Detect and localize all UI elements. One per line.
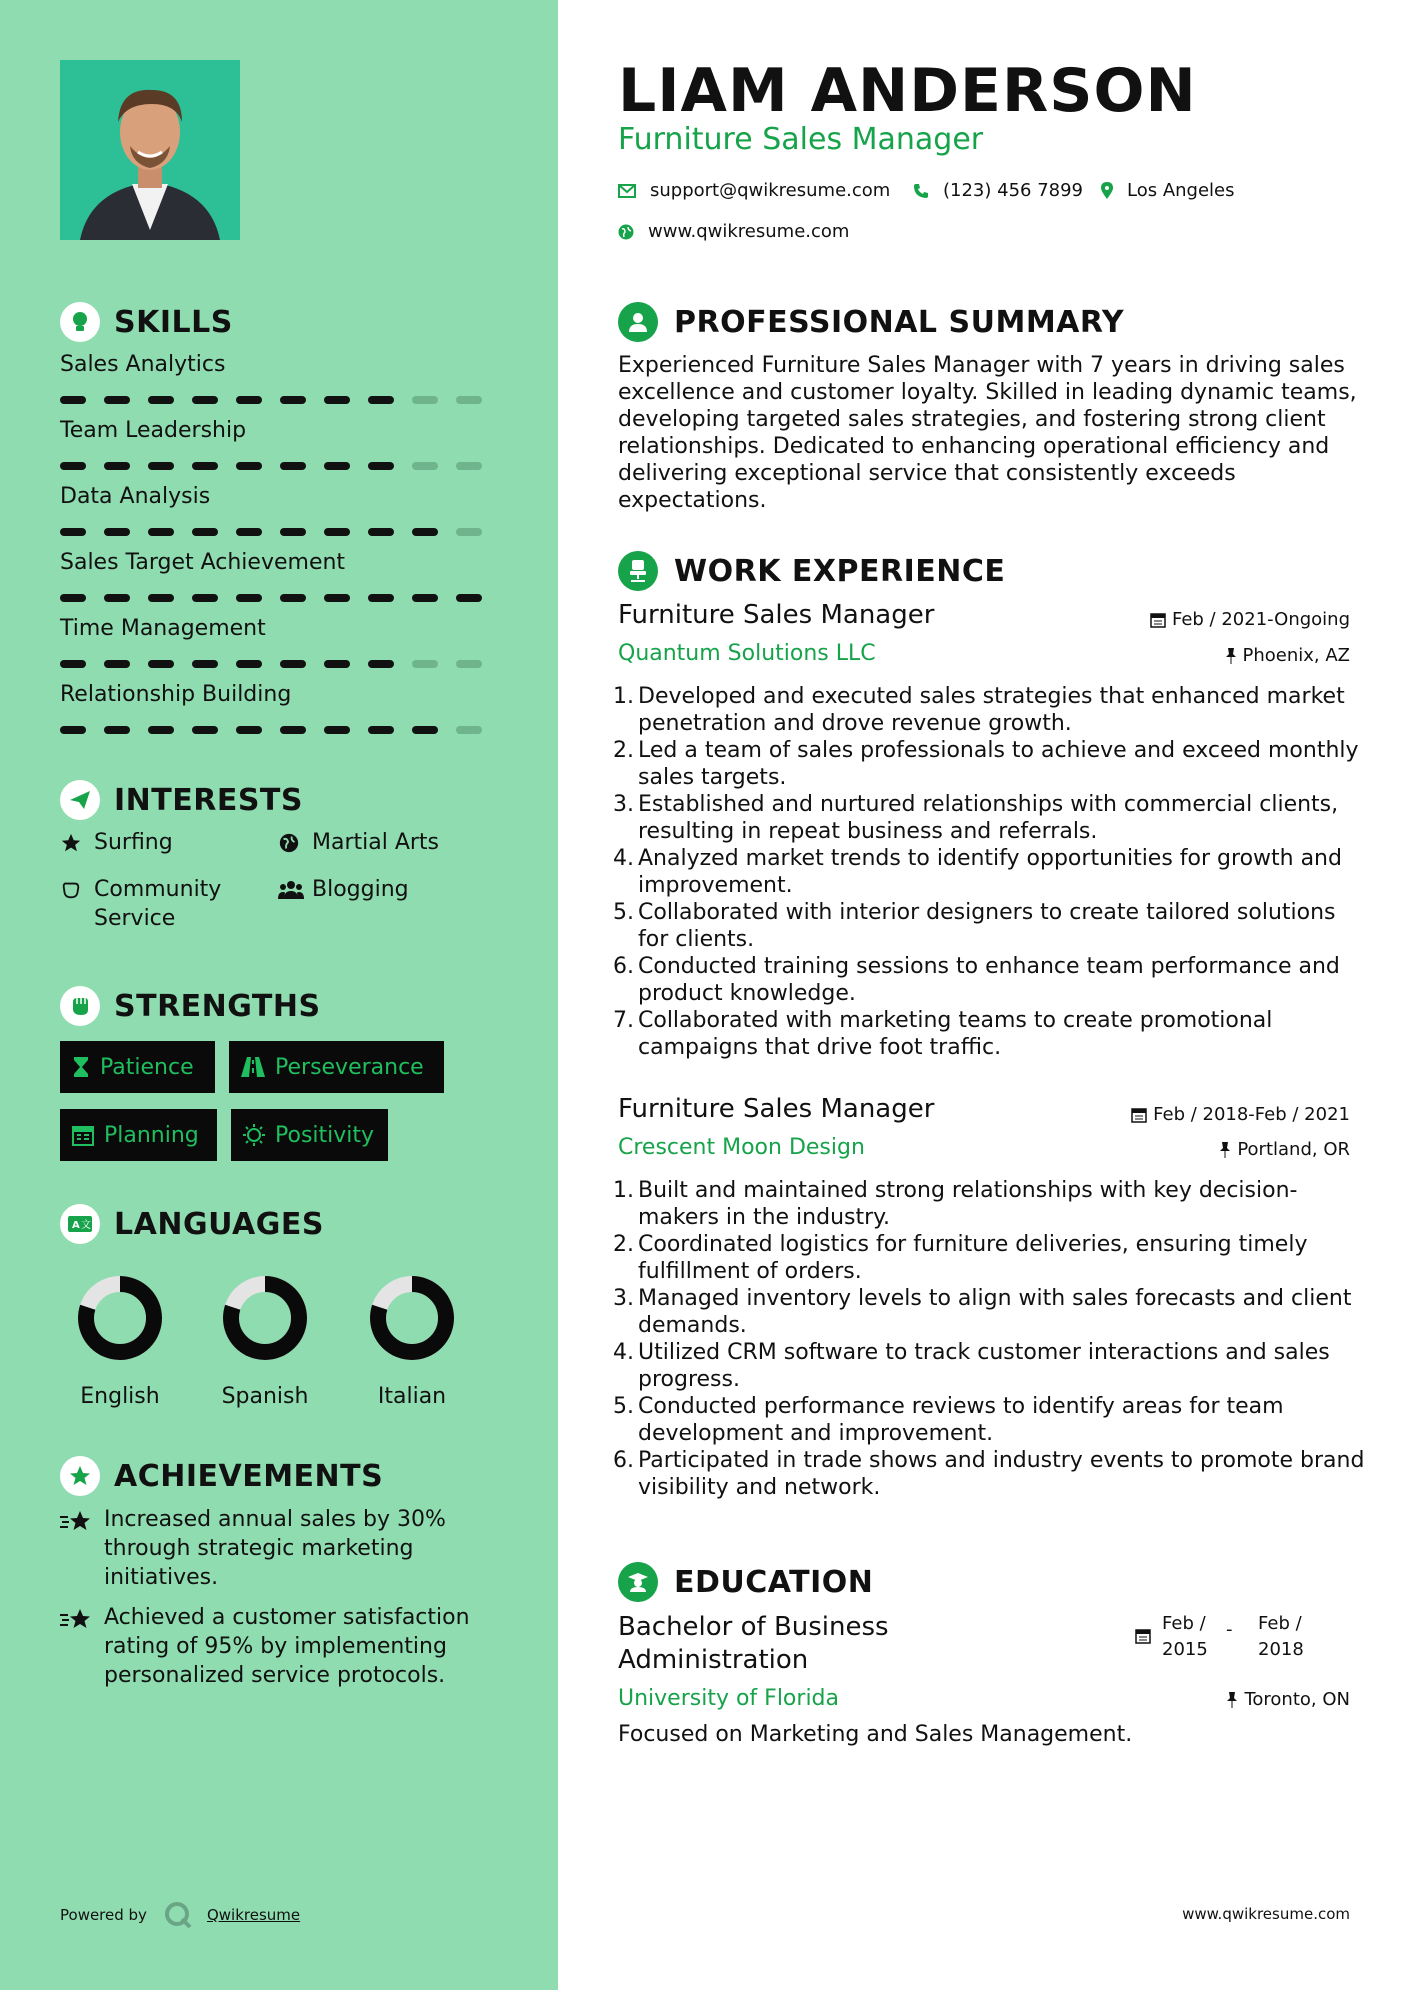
phone-icon [913, 183, 929, 199]
bullet-number: 4. [613, 846, 634, 871]
skill-level-dot [60, 462, 86, 470]
skill-level-dot [368, 396, 394, 404]
strength-tag: Positivity [231, 1109, 388, 1161]
job-title: Furniture Sales Manager [618, 600, 935, 630]
job-bullet [610, 1393, 1370, 1447]
job-bullet [610, 899, 1370, 953]
skill-level-dot [324, 396, 350, 404]
bullet-text: Established and nurtured relationships with commercial clients, resulting in repeat business and referrals. [638, 792, 1339, 844]
job-location: Portland, OR [1219, 1139, 1350, 1160]
skill-level-meter [60, 396, 500, 404]
language-item: Spanish [200, 1268, 330, 1409]
interests-heading: INTERESTS [60, 780, 303, 820]
interest-item: Blogging [278, 875, 409, 904]
education-location: Toronto, ON [1226, 1689, 1350, 1710]
footer-website[interactable]: www.qwikresume.com [1182, 1905, 1350, 1923]
sun-icon [243, 1124, 265, 1146]
bullet-text: Collaborated with interior designers to create tailored solutions for clients. [638, 900, 1336, 952]
skill-level-dot [280, 528, 306, 536]
svg-text:文: 文 [81, 1220, 91, 1231]
job-bullet [610, 1177, 1370, 1231]
school-name: University of Florida [618, 1686, 839, 1711]
skill-level-dot [456, 726, 482, 734]
powered-by: Powered by Qwikresume [60, 1900, 300, 1930]
bullet-text: Utilized CRM software to track customer interactions and sales progress. [638, 1340, 1330, 1392]
main-content [558, 0, 1407, 1990]
skill-level-dot [60, 726, 86, 734]
road-icon [241, 1057, 265, 1077]
date-separator: - [1226, 1619, 1233, 1640]
skill-level-dot [148, 396, 174, 404]
skill-level-dot [324, 726, 350, 734]
job-bullets [610, 1177, 1370, 1501]
skill-level-dot [456, 528, 482, 536]
pushpin-icon [1226, 1692, 1238, 1708]
bullet-text: Conducted training sessions to enhance team performance and product knowledge. [638, 954, 1340, 1006]
job-title: Furniture Sales Manager [618, 1094, 935, 1124]
skill-level-meter [60, 462, 500, 470]
svg-text:A: A [72, 1220, 80, 1231]
job-bullet [610, 1007, 1370, 1061]
bullet-number: 6. [613, 954, 634, 979]
skill-level-dot [104, 726, 130, 734]
skill-level-dot [192, 660, 218, 668]
skill-level-dot [148, 660, 174, 668]
skill-level-dot [148, 528, 174, 536]
skill-name: Sales Target Achievement [60, 550, 346, 575]
bullet-text: Developed and executed sales strategies that enhanced market penetration and drove revenue growth. [638, 684, 1345, 736]
skill-level-dot [104, 660, 130, 668]
skill-level-dot [236, 594, 262, 602]
skill-level-dot [368, 528, 394, 536]
achievements-heading: ACHIEVEMENTS [60, 1456, 383, 1496]
qwikresume-link[interactable]: Qwikresume [206, 1906, 301, 1924]
skill-level-dot [192, 528, 218, 536]
pushpin-icon [1225, 648, 1237, 664]
skill-level-dot [192, 726, 218, 734]
bullet-number: 2. [613, 1232, 634, 1257]
job-bullet [610, 791, 1370, 845]
education-end-date: Feb / 2018 [1258, 1613, 1304, 1660]
company-name: Crescent Moon Design [618, 1135, 865, 1160]
job-bullet [610, 1285, 1370, 1339]
lightbulb-icon [60, 302, 100, 342]
education-description: Focused on Marketing and Sales Management. [618, 1722, 1133, 1747]
skill-level-dot [104, 462, 130, 470]
qwikresume-logo-icon [163, 1900, 193, 1930]
languages-heading: A 文 LANGUAGES [60, 1204, 324, 1244]
skill-name: Team Leadership [60, 418, 247, 443]
skill-level-dot [148, 726, 174, 734]
skill-level-dot [324, 528, 350, 536]
skill-level-meter [60, 528, 500, 536]
language-proficiency-ring [362, 1268, 462, 1368]
strength-tag: Perseverance [229, 1041, 444, 1093]
bullet-number: 1. [613, 1178, 634, 1203]
skill-level-dot [368, 660, 394, 668]
job-bullet [610, 845, 1370, 899]
bullet-text: Participated in trade shows and industry events to promote brand visibility and network. [638, 1448, 1365, 1500]
skill-level-dot [456, 594, 482, 602]
job-bullet [610, 953, 1370, 1007]
sidebar [0, 0, 558, 1990]
skill-level-dot [236, 396, 262, 404]
skill-level-dot [324, 594, 350, 602]
skill-level-meter [60, 660, 500, 668]
paper-plane-icon [60, 780, 100, 820]
education-heading: EDUCATION [618, 1562, 873, 1602]
achievement-item: Increased annual sales by 30% through strategic marketing initiatives. [60, 1505, 500, 1592]
skill-level-dot [60, 396, 86, 404]
job-bullet [610, 737, 1370, 791]
skill-level-dot [148, 462, 174, 470]
hourglass-icon [72, 1056, 90, 1078]
award-star-icon [60, 1456, 100, 1496]
skill-name: Data Analysis [60, 484, 211, 509]
skill-level-dot [280, 462, 306, 470]
skill-item [60, 484, 500, 536]
skill-level-dot [60, 594, 86, 602]
user-icon [618, 302, 658, 342]
summary-text: Experienced Furniture Sales Manager with 7 years in driving sales excellence and customer loyalty. Skilled in leading dynamic teams, developing targeted sales strategies, and fostering strong client relationships. Dedicated to enhancing operational efficiency and delivering exceptional service that consistently exceeds expectations. [618, 353, 1357, 513]
skill-level-dot [280, 726, 306, 734]
bullet-number: 1. [613, 684, 634, 709]
skill-level-dot [456, 462, 482, 470]
skill-level-dot [236, 528, 262, 536]
job-bullets [610, 683, 1370, 1061]
pushpin-icon [1219, 1142, 1231, 1158]
skill-level-dot [368, 594, 394, 602]
skill-item [60, 616, 500, 668]
skill-level-dot [236, 726, 262, 734]
skill-level-dot [280, 660, 306, 668]
job-dates: Feb / 2021-Ongoing [1150, 609, 1350, 630]
globe-icon [618, 224, 634, 240]
calendar-icon [1135, 1628, 1151, 1648]
skill-level-dot [280, 594, 306, 602]
person-portrait-icon [60, 60, 240, 240]
skill-level-dot [412, 396, 438, 404]
skill-level-dot [104, 594, 130, 602]
skill-level-dot [456, 396, 482, 404]
strength-tag: Planning [60, 1109, 217, 1161]
skill-item [60, 550, 500, 602]
skill-level-dot [60, 660, 86, 668]
interest-item: Community Service [60, 875, 260, 933]
bullet-number: 5. [613, 1394, 634, 1419]
skill-level-meter [60, 726, 500, 734]
bullet-text: Built and maintained strong relationships with key decision-makers in the industry. [638, 1178, 1298, 1230]
achievement-item: Achieved a customer satisfaction rating of 95% by implementing personalized service protocols. [60, 1603, 500, 1690]
bullet-number: 4. [613, 1340, 634, 1365]
interest-item: Martial Arts [278, 828, 439, 857]
envelope-icon [618, 184, 636, 198]
bullet-number: 3. [613, 1286, 634, 1311]
fist-icon [60, 986, 100, 1026]
bullet-text: Analyzed market trends to identify opportunities for growth and improvement. [638, 846, 1342, 898]
company-name: Quantum Solutions LLC [618, 641, 876, 666]
contact-location: Los Angeles [1101, 180, 1235, 201]
bullet-number: 2. [613, 738, 634, 763]
globe-icon [278, 828, 308, 854]
skill-level-dot [324, 462, 350, 470]
skill-level-dot [192, 594, 218, 602]
skill-item [60, 352, 500, 404]
summary-heading: PROFESSIONAL SUMMARY [618, 302, 1124, 342]
language-item: English [55, 1268, 185, 1409]
job-location: Phoenix, AZ [1225, 645, 1351, 666]
skill-level-dot [456, 660, 482, 668]
job-dates: Feb / 2018-Feb / 2021 [1131, 1104, 1350, 1125]
skill-level-dot [412, 660, 438, 668]
skill-level-dot [412, 594, 438, 602]
bullet-number: 5. [613, 900, 634, 925]
skill-name: Time Management [60, 616, 266, 641]
job-bullet [610, 1231, 1370, 1285]
experience-heading: WORK EXPERIENCE [618, 551, 1005, 591]
skill-name: Sales Analytics [60, 352, 226, 377]
bullet-number: 6. [613, 1448, 634, 1473]
skill-name: Relationship Building [60, 682, 292, 707]
skill-level-dot [324, 660, 350, 668]
interest-item: Surfing [60, 828, 173, 857]
skill-level-dot [368, 726, 394, 734]
skill-item [60, 418, 500, 470]
language-proficiency-ring [215, 1268, 315, 1368]
education-start-date: Feb / 2015 [1162, 1613, 1208, 1660]
bullet-text: Conducted performance reviews to identify areas for team development and improvement. [638, 1394, 1284, 1446]
skill-level-dot [192, 396, 218, 404]
contact-website[interactable]: www.qwikresume.com [618, 221, 849, 242]
skill-level-dot [412, 528, 438, 536]
candidate-name: LIAM ANDERSON [618, 56, 1197, 126]
skill-level-dot [104, 528, 130, 536]
skill-item [60, 682, 500, 734]
calendar-icon [1150, 612, 1166, 628]
profile-photo [60, 60, 240, 240]
bullet-number: 3. [613, 792, 634, 817]
strengths-heading: STRENGTHS [60, 986, 321, 1026]
skill-level-dot [368, 462, 394, 470]
skill-level-dot [148, 594, 174, 602]
skill-level-dot [280, 396, 306, 404]
skill-level-dot [60, 528, 86, 536]
shooting-star-icon [60, 1603, 104, 1641]
bullet-text: Managed inventory levels to align with sales forecasts and client demands. [638, 1286, 1352, 1338]
shooting-star-icon [60, 1505, 104, 1543]
skill-level-dot [236, 462, 262, 470]
graduate-icon [618, 1562, 658, 1602]
bullet-number: 7. [613, 1008, 634, 1033]
calendar-icon [72, 1124, 94, 1146]
contact-email[interactable]: support@qwikresume.com [618, 180, 890, 201]
skill-level-dot [236, 660, 262, 668]
language-icon [60, 1204, 100, 1244]
degree-title: Bachelor of Business Administration [618, 1612, 889, 1675]
skill-level-dot [412, 726, 438, 734]
skill-level-dot [104, 396, 130, 404]
map-pin-icon [1101, 182, 1113, 200]
strength-tag: Patience [60, 1041, 215, 1093]
language-proficiency-ring [70, 1268, 170, 1368]
bullet-text: Led a team of sales professionals to achieve and exceed monthly sales targets. [638, 738, 1359, 790]
job-bullet [610, 1447, 1370, 1501]
bullet-text: Coordinated logistics for furniture deliveries, ensuring timely fulfillment of orders. [638, 1232, 1308, 1284]
job-bullet [610, 1339, 1370, 1393]
skill-level-dot [192, 462, 218, 470]
skills-heading: SKILLS [60, 302, 233, 342]
skill-level-dot [412, 462, 438, 470]
candidate-title: Furniture Sales Manager [618, 122, 984, 157]
language-item: Italian [347, 1268, 477, 1409]
contact-phone[interactable]: (123) 456 7899 [913, 180, 1083, 201]
users-icon [278, 875, 308, 901]
star-icon [60, 828, 90, 854]
job-bullet [610, 683, 1370, 737]
calendar-icon [1131, 1107, 1147, 1123]
office-chair-icon [618, 551, 658, 591]
skill-level-meter [60, 594, 500, 602]
hand-icon [60, 875, 90, 901]
bullet-text: Collaborated with marketing teams to create promotional campaigns that drive foot traffic. [638, 1008, 1273, 1060]
